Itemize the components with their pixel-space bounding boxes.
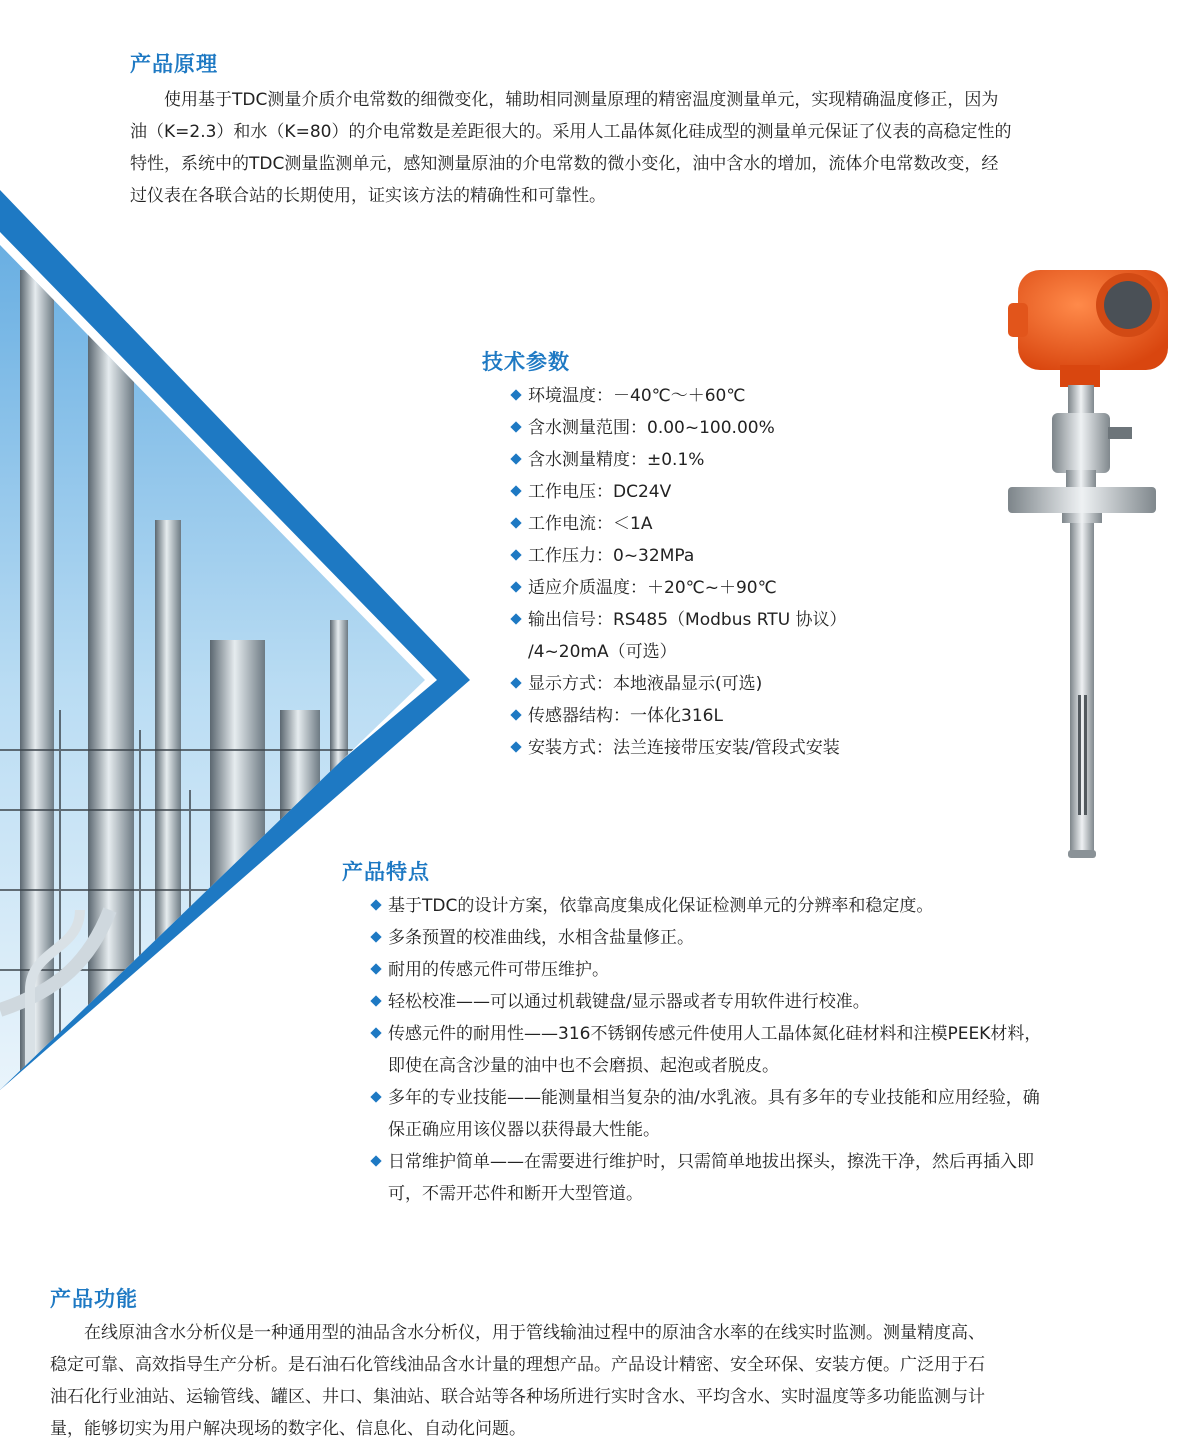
spec-text: 安装方式：法兰连接带压安装/管段式安装 bbox=[528, 738, 840, 758]
features-heading: 产品特点 bbox=[342, 860, 430, 884]
diamond-bullet-icon bbox=[510, 389, 521, 400]
diamond-bullet-icon bbox=[510, 517, 521, 528]
spec-item bbox=[510, 732, 980, 764]
feature-item bbox=[370, 890, 1160, 922]
spec-text: 环境温度：－40℃～＋60℃ bbox=[528, 386, 746, 406]
feature-text: 基于TDC的设计方案，依靠高度集成化保证检测单元的分辨率和稳定度。 bbox=[388, 896, 934, 916]
feature-text: 耐用的传感元件可带压维护。 bbox=[388, 960, 609, 980]
diamond-bullet-icon bbox=[370, 995, 381, 1006]
feature-text: 传感元件的耐用性——316不锈钢传感元件使用人工晶体氮化硅材料和注模PEEK材料， bbox=[388, 1024, 1042, 1044]
spec-text: 含水测量精度：±0.1% bbox=[528, 450, 705, 470]
diamond-bullet-icon bbox=[510, 453, 521, 464]
spec-item bbox=[510, 380, 980, 412]
principle-line: 过仪表在各联合站的长期使用，证实该方法的精确性和可靠性。 bbox=[130, 186, 606, 206]
feature-item bbox=[370, 954, 1160, 986]
spec-item bbox=[510, 412, 980, 444]
spec-item bbox=[510, 700, 980, 732]
spec-item bbox=[510, 604, 980, 668]
spec-item bbox=[510, 476, 980, 508]
diamond-bullet-icon bbox=[510, 677, 521, 688]
spec-text: 适应介质温度：＋20℃~＋90℃ bbox=[528, 578, 777, 598]
diamond-bullet-icon bbox=[370, 1155, 381, 1166]
diamond-bullet-icon bbox=[370, 899, 381, 910]
function-line: 在线原油含水分析仪是一种通用型的油品含水分析仪，用于管线输油过程中的原油含水率的在线实时监测。测量精度高、 bbox=[84, 1323, 985, 1343]
sensor-image bbox=[990, 265, 1180, 865]
spec-item bbox=[510, 508, 980, 540]
diamond-bullet-icon bbox=[510, 421, 521, 432]
feature-item bbox=[370, 986, 1160, 1018]
feature-text: 多年的专业技能——能测量相当复杂的油/水乳液。具有多年的专业技能和应用经验，确 bbox=[388, 1088, 1040, 1108]
principle-line: 油（K=2.3）和水（K=80）的介电常数是差距很大的。采用人工晶体氮化硅成型的测量单元保证了仪表的高稳定性的 bbox=[130, 122, 1012, 142]
diamond-bullet-icon bbox=[510, 613, 521, 624]
diamond-bullet-icon bbox=[370, 931, 381, 942]
function-line: 油石化行业油站、运输管线、罐区、井口、集油站、联合站等各种场所进行实时含水、平均含水、实时温度等多功能监测与计 bbox=[50, 1387, 985, 1407]
spec-item bbox=[510, 668, 980, 700]
principle-line: 使用基于TDC测量介质介电常数的细微变化，辅助相同测量原理的精密温度测量单元，实现精确温度修正，因为 bbox=[164, 90, 999, 110]
spec-text-continued: /4~20mA（可选） bbox=[528, 642, 677, 662]
features-list bbox=[370, 890, 1160, 1210]
feature-text-continued: 保正确应用该仪器以获得最大性能。 bbox=[388, 1120, 660, 1140]
feature-item bbox=[370, 1018, 1160, 1082]
spec-text: 输出信号：RS485（Modbus RTU 协议） bbox=[528, 610, 847, 630]
feature-text: 多条预置的校准曲线，水相含盐量修正。 bbox=[388, 928, 694, 948]
feature-text-continued: 即使在高含沙量的油中也不会磨损、起泡或者脱皮。 bbox=[388, 1056, 779, 1076]
feature-item bbox=[370, 1082, 1160, 1146]
spec-text: 显示方式：本地液晶显示(可选) bbox=[528, 674, 763, 694]
feature-text-continued: 可，不需开芯件和断开大型管道。 bbox=[388, 1184, 643, 1204]
diamond-bullet-icon bbox=[370, 963, 381, 974]
diamond-bullet-icon bbox=[370, 1027, 381, 1038]
diamond-bullet-icon bbox=[510, 549, 521, 560]
feature-text: 日常维护简单——在需要进行维护时，只需简单地拔出探头，擦洗干净，然后再插入即 bbox=[388, 1152, 1034, 1172]
spec-text: 工作电流：＜1A bbox=[528, 514, 653, 534]
principle-heading: 产品原理 bbox=[130, 52, 218, 76]
diamond-bullet-icon bbox=[510, 581, 521, 592]
function-line: 稳定可靠、高效指导生产分析。是石油石化管线油品含水计量的理想产品。产品设计精密、安全环保、安装方便。广泛用于石 bbox=[50, 1355, 985, 1375]
spec-item bbox=[510, 572, 980, 604]
spec-text: 工作电压：DC24V bbox=[528, 482, 672, 502]
feature-item bbox=[370, 1146, 1160, 1210]
diamond-bullet-icon bbox=[510, 709, 521, 720]
function-heading: 产品功能 bbox=[50, 1287, 138, 1311]
spec-item bbox=[510, 444, 980, 476]
function-line: 量，能够切实为用户解决现场的数字化、信息化、自动化问题。 bbox=[50, 1419, 526, 1439]
spec-text: 传感器结构：一体化316L bbox=[528, 706, 723, 726]
diamond-bullet-icon bbox=[370, 1091, 381, 1102]
principle-line: 特性，系统中的TDC测量监测单元，感知测量原油的介电常数的微小变化，油中含水的增加，流体介电常数改变，经 bbox=[130, 154, 999, 174]
spec-text: 含水测量范围：0.00~100.00% bbox=[528, 418, 775, 438]
feature-text: 轻松校准——可以通过机载键盘/显示器或者专用软件进行校准。 bbox=[388, 992, 870, 1012]
spec-item bbox=[510, 540, 980, 572]
specs-heading: 技术参数 bbox=[482, 350, 570, 374]
function-paragraph bbox=[50, 1317, 1160, 1445]
feature-item bbox=[370, 922, 1160, 954]
specs-list bbox=[510, 380, 980, 764]
spec-text: 工作压力：0~32MPa bbox=[528, 546, 695, 566]
diamond-bullet-icon bbox=[510, 741, 521, 752]
diamond-bullet-icon bbox=[510, 485, 521, 496]
